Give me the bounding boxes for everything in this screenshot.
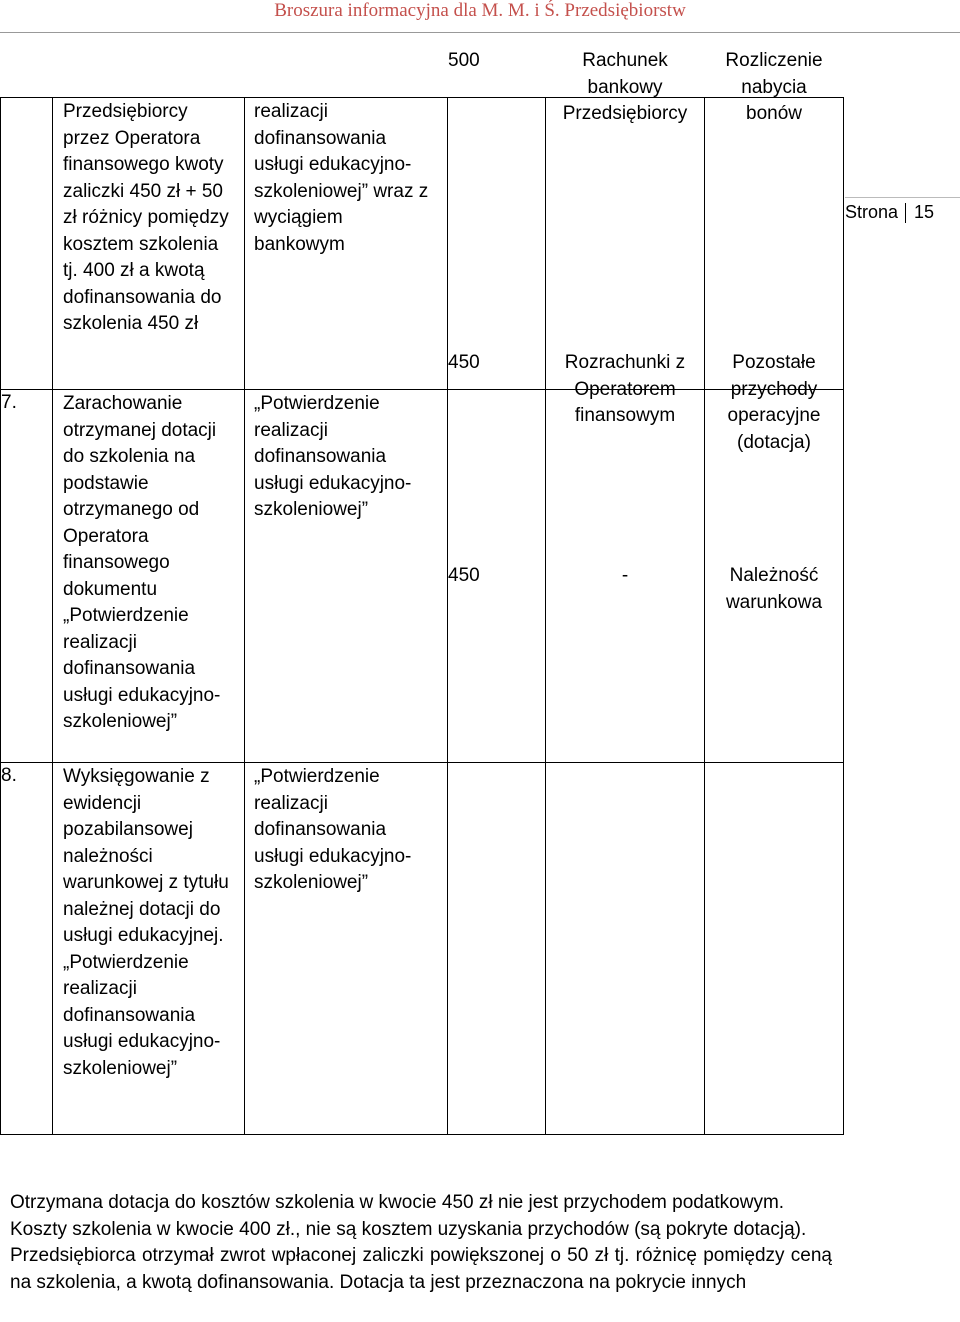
entry-amount-cell [448,565,546,1135]
entry-number: 8. [1,765,17,786]
entry-debit-account: - [621,565,629,586]
entry-amount: 450 [448,565,480,586]
entry-document: „Potwierdzenie realizacji dofinansowania usługi edukacyjno-szkoleniowej” [254,766,412,893]
entry-document-cell [245,390,448,763]
header-divider [0,32,960,33]
entry-credit-account: Pozostałe przychody operacyjne (dotacja) [727,352,821,453]
footer-text [10,1190,832,1296]
document-header-title: Broszura informacyjna dla M. M. i Ś. Przedsiębiorstw [274,0,686,21]
footer-paragraph-2: Koszty szkolenia w kwocie 400 zł., nie są kosztem uzyskania przychodów (są pokryte dotacją). [10,1218,807,1240]
footer-paragraph-1: Otrzymana dotacja do kosztów szkolenia w kwocie 450 zł nie jest przychodem podatkowym. [10,1192,785,1213]
entry-document-cell [245,98,448,390]
page-number [845,197,960,226]
footer-paragraph-3: Przedsiębiorca otrzymał zwrot wpłaconej zaliczki powiększonej o 50 zł tj. różnicę pomiędzy ceną na szkolenia, a kwotą dofinansowania. Dotacja ta jest przeznaczona na pokrycie innych [10,1245,832,1293]
entry-document: „Potwierdzenie realizacji dofinansowania usługi edukacyjno-szkoleniowej” [254,393,412,520]
entry-debit-account: Rachunek bankowy Przedsiębiorcy [562,50,688,124]
table-row [1,763,844,1135]
entry-number-cell [1,390,53,763]
accounting-entries-table [0,50,844,1135]
entry-description-cell [53,763,245,1135]
entry-amount: 450 [448,352,480,373]
entry-amount-cell [448,50,546,390]
entry-credit-account: Należność warunkowa [725,565,823,613]
entry-document-cell [245,763,448,1135]
entry-description: Zarachowanie otrzymanej dotacji do szkolenia na podstawie otrzymanego od Operatora finansowego dokumentu „Potwierdzenie realizacji dofinansowania usługi edukacyjno-szkoleniowej” [63,393,221,732]
page-number-value: 15 [914,202,935,222]
entry-debit-account-cell [546,565,705,1135]
entry-debit-account-cell [546,50,705,390]
entry-credit-account-cell [705,565,844,1135]
entry-description-cell [53,390,245,763]
entry-credit-account: Rozliczenie nabycia bonów [725,50,823,124]
entry-amount: 500 [448,50,480,71]
entry-description: Przedsiębiorcy przez Operatora finansowego kwoty zaliczki 450 zł + 50 zł różnicy pomiędzy kosztem szkolenia tj. 400 zł a kwotą dofinansowania do szkolenia 450 zł [63,101,229,334]
entry-debit-account: Rozrachunki z Operatorem finansowym [564,352,686,426]
table-row [1,98,844,390]
entry-number: 7. [1,392,17,413]
entry-description: Wyksięgowanie z ewidencji pozabilansowej należności warunkowej z tytułu należnej dotacji do usługi edukacyjnej. „Potwierdzenie realizacji dofinansowania usługi edukacyjno-szkoleniowej” [63,766,229,1079]
entry-description-cell [53,98,245,390]
entry-document: realizacji dofinansowania usługi edukacyjno-szkoleniowej” wraz z wyciągiem bankowym [254,101,429,255]
entry-number-cell [1,763,53,1135]
page-label: Strona [845,202,899,222]
entry-credit-account-cell [705,50,844,390]
page-number-separator [905,203,906,223]
entry-number-cell [1,98,53,390]
